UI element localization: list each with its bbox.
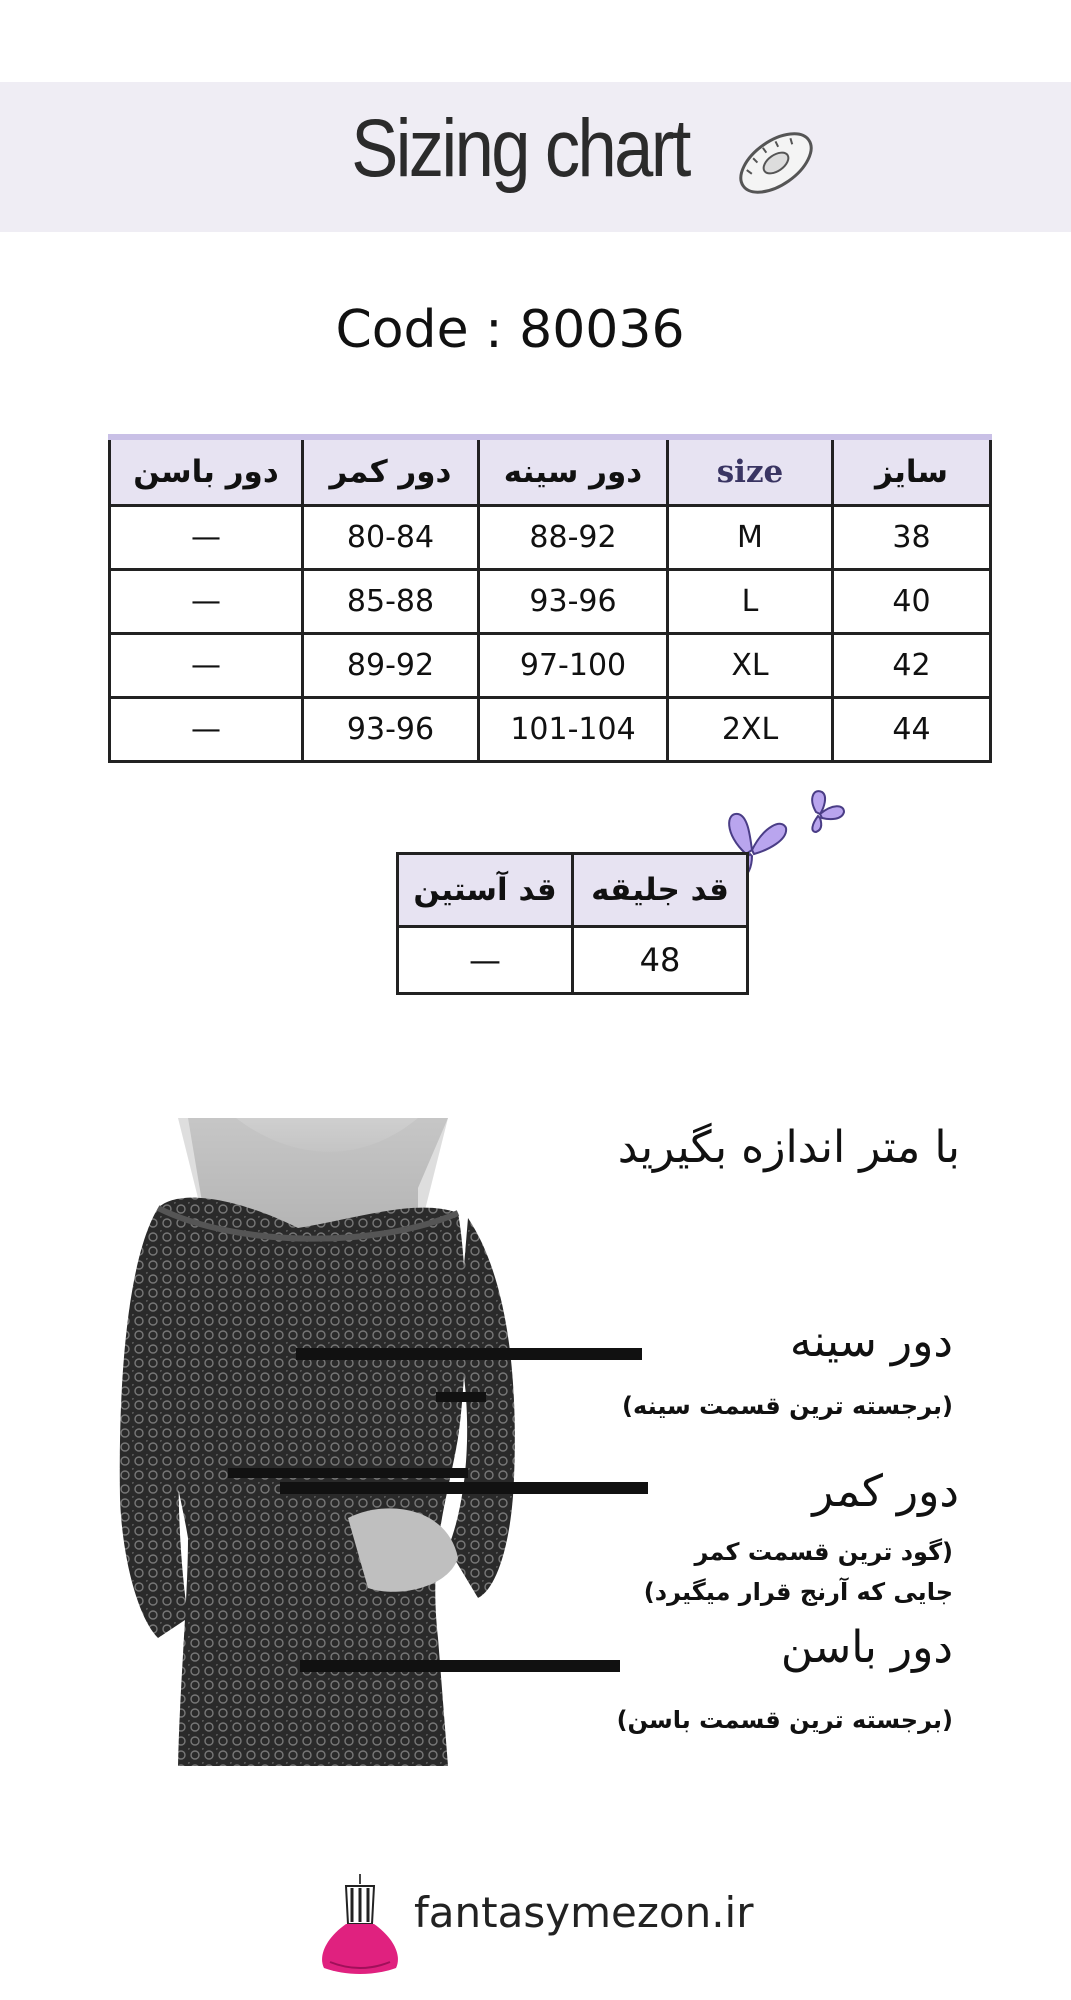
- header-bust: دور سینه: [479, 437, 668, 506]
- cell-hip: —: [110, 570, 303, 634]
- table-header-row: [110, 437, 991, 506]
- header-hip: دور باسن: [110, 437, 303, 506]
- size-chart-table: [108, 434, 992, 763]
- cell-size-en: XL: [668, 634, 833, 698]
- product-code: Code : 80036: [335, 300, 685, 360]
- table-row: [110, 506, 991, 570]
- waist-label: دور کمر: [812, 1466, 959, 1517]
- table-header-row: [398, 854, 748, 927]
- waist-note-line1: (گود ترین قسمت کمر: [694, 1538, 953, 1566]
- cell-vest-length: 48: [573, 927, 748, 994]
- website-link[interactable]: fantasymezon.ir: [414, 1888, 754, 1937]
- measuring-tape-icon: [728, 118, 824, 208]
- header-waist: دور کمر: [303, 437, 479, 506]
- cell-size-en: L: [668, 570, 833, 634]
- bust-measure-tick: [436, 1392, 486, 1402]
- header-size-fa: سایز: [833, 437, 991, 506]
- table-row: [110, 570, 991, 634]
- waist-note-line2: جایی که آرنج قرار میگیرد): [643, 1578, 953, 1606]
- page-title: Sizing chart: [351, 103, 689, 194]
- cell-hip: —: [110, 698, 303, 762]
- bust-label: دور سینه: [789, 1316, 953, 1367]
- length-table: [396, 852, 749, 995]
- hip-label: دور باسن: [780, 1622, 953, 1673]
- cell-waist: 89-92: [303, 634, 479, 698]
- cell-bust: 101-104: [479, 698, 668, 762]
- header-sleeve-length: قد آستین: [398, 854, 573, 927]
- bust-note: (برجسته ترین قسمت سینه): [622, 1392, 953, 1420]
- cell-hip: —: [110, 506, 303, 570]
- cell-size-fa: 40: [833, 570, 991, 634]
- waist-measure-line: [280, 1482, 648, 1494]
- cell-sleeve-length: —: [398, 927, 573, 994]
- measure-guide-title: با متر اندازه بگیرید: [617, 1122, 960, 1173]
- hip-measure-line: [300, 1660, 620, 1672]
- cell-hip: —: [110, 634, 303, 698]
- bust-measure-line: [296, 1348, 642, 1360]
- header-vest-length: قد جلیقه: [573, 854, 748, 927]
- cell-waist: 85-88: [303, 570, 479, 634]
- table-row: [398, 927, 748, 994]
- cell-size-fa: 42: [833, 634, 991, 698]
- header-size-en: size: [668, 437, 833, 506]
- cell-size-fa: 44: [833, 698, 991, 762]
- table-row: [110, 634, 991, 698]
- table-row: [110, 698, 991, 762]
- cell-size-en: M: [668, 506, 833, 570]
- cell-waist: 80-84: [303, 506, 479, 570]
- cell-bust: 88-92: [479, 506, 668, 570]
- cell-waist: 93-96: [303, 698, 479, 762]
- cell-size-fa: 38: [833, 506, 991, 570]
- dress-logo-icon: [316, 1872, 404, 1976]
- cell-size-en: 2XL: [668, 698, 833, 762]
- cell-bust: 93-96: [479, 570, 668, 634]
- cell-bust: 97-100: [479, 634, 668, 698]
- hip-note: (برجسته ترین قسمت باسن): [616, 1706, 953, 1734]
